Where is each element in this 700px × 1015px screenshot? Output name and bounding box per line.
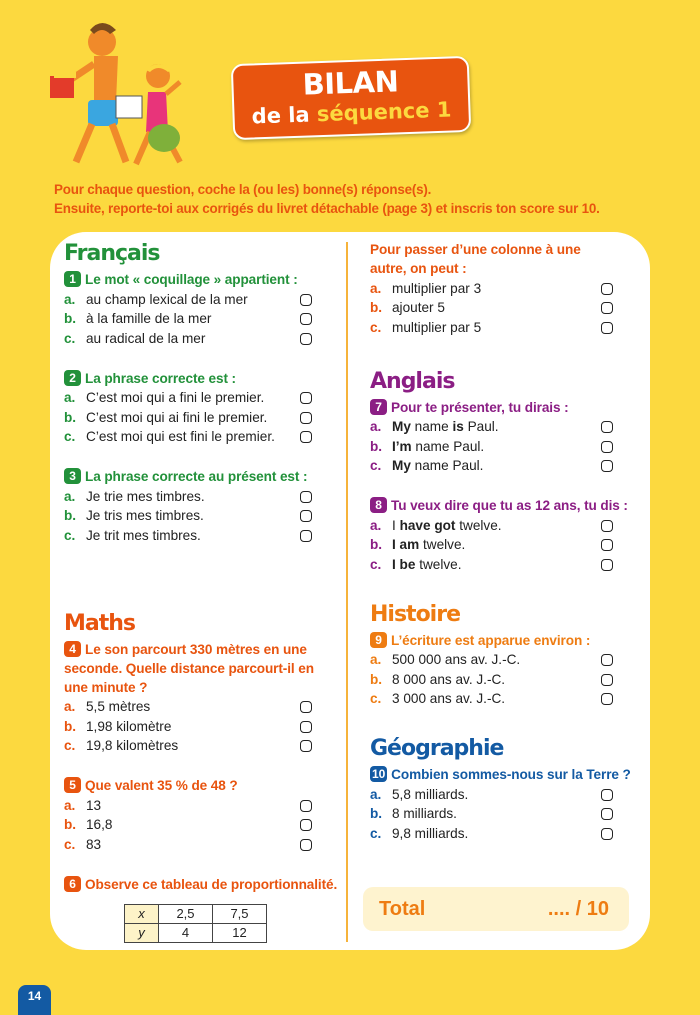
title-sub-highlight: séquence 1 xyxy=(316,97,452,127)
instruction-line: Pour chaque question, coche la (ou les) bonne(s) réponse(s). xyxy=(54,182,432,197)
option-text: My name is Paul. xyxy=(392,419,499,435)
proportionality-table xyxy=(124,904,267,943)
option-row xyxy=(64,526,314,546)
checkbox[interactable] xyxy=(300,740,312,752)
checkbox[interactable] xyxy=(601,693,613,705)
option-letter: a. xyxy=(64,291,76,307)
option-text: 19,8 kilomètres xyxy=(86,738,179,754)
checkbox[interactable] xyxy=(300,839,312,851)
option-row xyxy=(370,437,615,457)
option-row xyxy=(64,428,314,448)
option-letter: a. xyxy=(64,797,76,813)
option-text: 5,8 milliards. xyxy=(392,786,469,802)
checkbox[interactable] xyxy=(601,808,613,820)
option-text: ajouter 5 xyxy=(392,300,445,316)
option-row xyxy=(370,670,615,690)
option-letter: c. xyxy=(64,330,76,346)
option-letter: b. xyxy=(370,438,383,454)
option-letter: c. xyxy=(64,429,76,445)
section-title-anglais: Anglais xyxy=(370,368,455,394)
checkbox[interactable] xyxy=(601,283,613,295)
checkbox[interactable] xyxy=(601,460,613,472)
question-text: Tu veux dire que tu as 12 ans, tu dis : xyxy=(391,498,628,513)
option-text: 83 xyxy=(86,836,102,852)
option-row xyxy=(64,310,314,330)
option-text: I have got twelve. xyxy=(392,517,502,533)
page-number: 14 xyxy=(18,985,51,1015)
title-sub-prefix: de la xyxy=(251,102,318,129)
question-text: L’écriture est apparue environ : xyxy=(391,632,591,648)
question-8 xyxy=(370,496,628,575)
table-cell: 12 xyxy=(213,923,267,942)
checkbox[interactable] xyxy=(601,441,613,453)
option-text: C’est moi qui ai fini le premier. xyxy=(86,409,268,425)
total-score-field[interactable]: .... / 10 xyxy=(547,897,609,920)
question-3 xyxy=(64,467,314,546)
question-7 xyxy=(370,398,615,477)
question-followup: Pour passer d’une colonne à une autre, on peut : xyxy=(370,242,581,276)
column-divider xyxy=(346,242,348,942)
question-2 xyxy=(64,369,314,448)
option-letter: a. xyxy=(370,517,382,533)
option-text: 1,98 kilomètre xyxy=(86,718,172,734)
option-text: multiplier par 5 xyxy=(392,319,482,335)
instruction-line: Ensuite, reporte-toi aux corrigés du livret détachable (page 3) et inscris ton score sur 10. xyxy=(54,201,600,216)
option-letter: a. xyxy=(370,419,382,435)
option-row xyxy=(64,507,314,527)
question-title xyxy=(64,369,314,388)
question-1 xyxy=(64,270,314,349)
title-main: BILAN xyxy=(302,64,399,102)
option-row xyxy=(64,290,314,310)
option-letter: a. xyxy=(64,390,76,406)
option-text: I be twelve. xyxy=(392,556,462,572)
option-row xyxy=(370,555,615,575)
table-cell: 2,5 xyxy=(159,904,213,923)
option-letter: b. xyxy=(64,718,77,734)
question-text: Observe ce tableau de proportionnalité. xyxy=(85,876,338,892)
option-letter: a. xyxy=(64,699,76,715)
option-row xyxy=(64,408,314,428)
checkbox[interactable] xyxy=(300,313,312,325)
option-text: multiplier par 3 xyxy=(392,280,482,296)
question-text: Que valent 35 % de 48 ? xyxy=(85,778,238,793)
checkbox[interactable] xyxy=(300,412,312,424)
question-title xyxy=(64,270,314,289)
question-number-badge: 4 xyxy=(64,641,81,657)
question-6-continued xyxy=(370,240,615,338)
option-row xyxy=(64,389,314,409)
option-letter: a. xyxy=(64,488,76,504)
option-letter: c. xyxy=(370,556,382,572)
question-9 xyxy=(370,631,615,710)
question-number-badge: 9 xyxy=(370,632,387,648)
question-text: Pour te présenter, tu dirais : xyxy=(391,399,569,415)
option-text: 500 000 ans av. J.-C. xyxy=(392,652,521,668)
option-letter: b. xyxy=(64,409,77,425)
option-text: 5,5 mètres xyxy=(86,699,151,715)
option-row xyxy=(370,516,615,536)
checkbox[interactable] xyxy=(300,431,312,443)
question-number-badge: 7 xyxy=(370,399,387,415)
option-text: I am twelve. xyxy=(392,537,466,553)
question-text: Le mot « coquillage » appartient : xyxy=(85,272,298,287)
question-title xyxy=(370,631,615,650)
option-row xyxy=(370,690,615,710)
question-title xyxy=(370,496,628,515)
table-cell: 7,5 xyxy=(213,904,267,923)
two-kids-running-illustration xyxy=(40,12,200,172)
checkbox[interactable] xyxy=(601,302,613,314)
option-text: My name Paul. xyxy=(392,458,484,474)
checkbox[interactable] xyxy=(300,701,312,713)
section-title-maths: Maths xyxy=(64,610,136,636)
option-row xyxy=(64,698,314,718)
option-text: 3 000 ans av. J.-C. xyxy=(392,691,506,707)
option-text: à la famille de la mer xyxy=(86,311,212,327)
option-row xyxy=(370,299,615,319)
option-letter: c. xyxy=(64,738,76,754)
question-title xyxy=(370,765,631,784)
option-row xyxy=(370,418,615,438)
table-cell: x xyxy=(125,904,159,923)
question-title xyxy=(370,398,615,417)
checkbox[interactable] xyxy=(300,392,312,404)
title-banner xyxy=(231,56,472,140)
option-row xyxy=(64,717,314,737)
checkbox[interactable] xyxy=(601,421,613,433)
option-letter: a. xyxy=(370,280,382,296)
option-row xyxy=(64,835,314,855)
option-letter: c. xyxy=(64,836,76,852)
question-number-badge: 1 xyxy=(64,271,81,287)
option-letter: b. xyxy=(370,806,383,822)
option-row xyxy=(64,796,314,816)
option-letter: b. xyxy=(370,671,383,687)
instructions xyxy=(54,180,674,218)
checkbox[interactable] xyxy=(300,819,312,831)
option-text: au champ lexical de la mer xyxy=(86,291,248,307)
total-score-box xyxy=(363,887,629,931)
table-row xyxy=(125,904,267,923)
question-number-badge: 2 xyxy=(64,370,81,386)
option-letter: b. xyxy=(64,817,77,833)
option-text: C’est moi qui a fini le premier. xyxy=(86,390,265,406)
checkbox[interactable] xyxy=(300,721,312,733)
checkbox[interactable] xyxy=(300,800,312,812)
total-label: Total xyxy=(379,897,426,920)
option-row xyxy=(64,816,314,836)
option-text: C’est moi qui est fini le premier. xyxy=(86,429,275,445)
option-text: Je tris mes timbres. xyxy=(86,508,204,524)
checkbox[interactable] xyxy=(300,510,312,522)
question-title xyxy=(64,640,314,697)
question-number-badge: 8 xyxy=(370,497,387,513)
checkbox[interactable] xyxy=(601,828,613,840)
checkbox[interactable] xyxy=(601,539,613,551)
question-10 xyxy=(370,765,631,844)
question-text: Combien sommes-nous sur la Terre ? xyxy=(391,767,631,782)
option-letter: a. xyxy=(370,786,382,802)
option-row xyxy=(370,318,615,338)
question-4 xyxy=(64,640,314,757)
table-cell: 4 xyxy=(159,923,213,942)
option-row xyxy=(370,279,615,299)
question-5 xyxy=(64,776,314,855)
checkbox[interactable] xyxy=(300,530,312,542)
option-row xyxy=(64,737,314,757)
option-text: 8 000 ans av. J.-C. xyxy=(392,671,506,687)
question-text: La phrase correcte est : xyxy=(85,370,236,386)
left-column xyxy=(64,240,338,963)
option-row xyxy=(370,785,615,805)
option-row xyxy=(370,651,615,671)
question-number-badge: 3 xyxy=(64,468,81,484)
option-row xyxy=(64,329,314,349)
table-cell: y xyxy=(125,923,159,942)
checkbox[interactable] xyxy=(601,674,613,686)
option-letter: c. xyxy=(370,691,382,707)
question-text: La phrase correcte au présent est : xyxy=(85,469,308,484)
question-number-badge: 10 xyxy=(372,767,386,781)
question-number-badge: 5 xyxy=(64,777,81,793)
question-number-badge: 6 xyxy=(64,876,81,892)
option-letter: b. xyxy=(370,300,383,316)
checkbox[interactable] xyxy=(601,322,613,334)
checkbox[interactable] xyxy=(300,491,312,503)
question-title xyxy=(64,875,338,894)
checkbox[interactable] xyxy=(601,654,613,666)
option-text: 16,8 xyxy=(86,817,113,833)
section-title-geographie: Géographie xyxy=(370,736,504,761)
checkbox[interactable] xyxy=(601,559,613,571)
checkbox[interactable] xyxy=(601,520,613,532)
option-text: I’m name Paul. xyxy=(392,438,485,454)
option-text: 13 xyxy=(86,797,102,813)
option-row xyxy=(370,824,615,844)
option-text: au radical de la mer xyxy=(86,330,206,346)
option-letter: c. xyxy=(370,458,382,474)
option-row xyxy=(64,487,314,507)
checkbox[interactable] xyxy=(300,294,312,306)
option-text: Je trit mes timbres. xyxy=(86,527,201,543)
option-row xyxy=(370,536,615,556)
checkbox[interactable] xyxy=(601,789,613,801)
option-letter: c. xyxy=(370,825,382,841)
right-column xyxy=(370,240,631,864)
option-letter: a. xyxy=(370,652,382,668)
question-6 xyxy=(64,875,338,943)
option-letter: b. xyxy=(64,508,77,524)
section-title-histoire: Histoire xyxy=(370,601,460,627)
option-text: Je trie mes timbres. xyxy=(86,488,205,504)
checkbox[interactable] xyxy=(300,333,312,345)
option-letter: b. xyxy=(64,311,77,327)
option-letter: c. xyxy=(370,319,382,335)
option-row xyxy=(370,457,615,477)
option-row xyxy=(370,805,615,825)
question-title xyxy=(64,467,314,486)
option-letter: c. xyxy=(64,527,76,543)
option-letter: b. xyxy=(370,537,383,553)
option-text: 9,8 milliards. xyxy=(392,825,469,841)
option-text: 8 milliards. xyxy=(392,806,457,822)
table-row xyxy=(125,923,267,942)
question-title xyxy=(64,776,314,795)
question-text: Le son parcourt 330 mètres en une seconde. Quelle distance parcourt-il en une minute ? xyxy=(64,641,314,695)
section-title-francais: Français xyxy=(64,241,160,266)
